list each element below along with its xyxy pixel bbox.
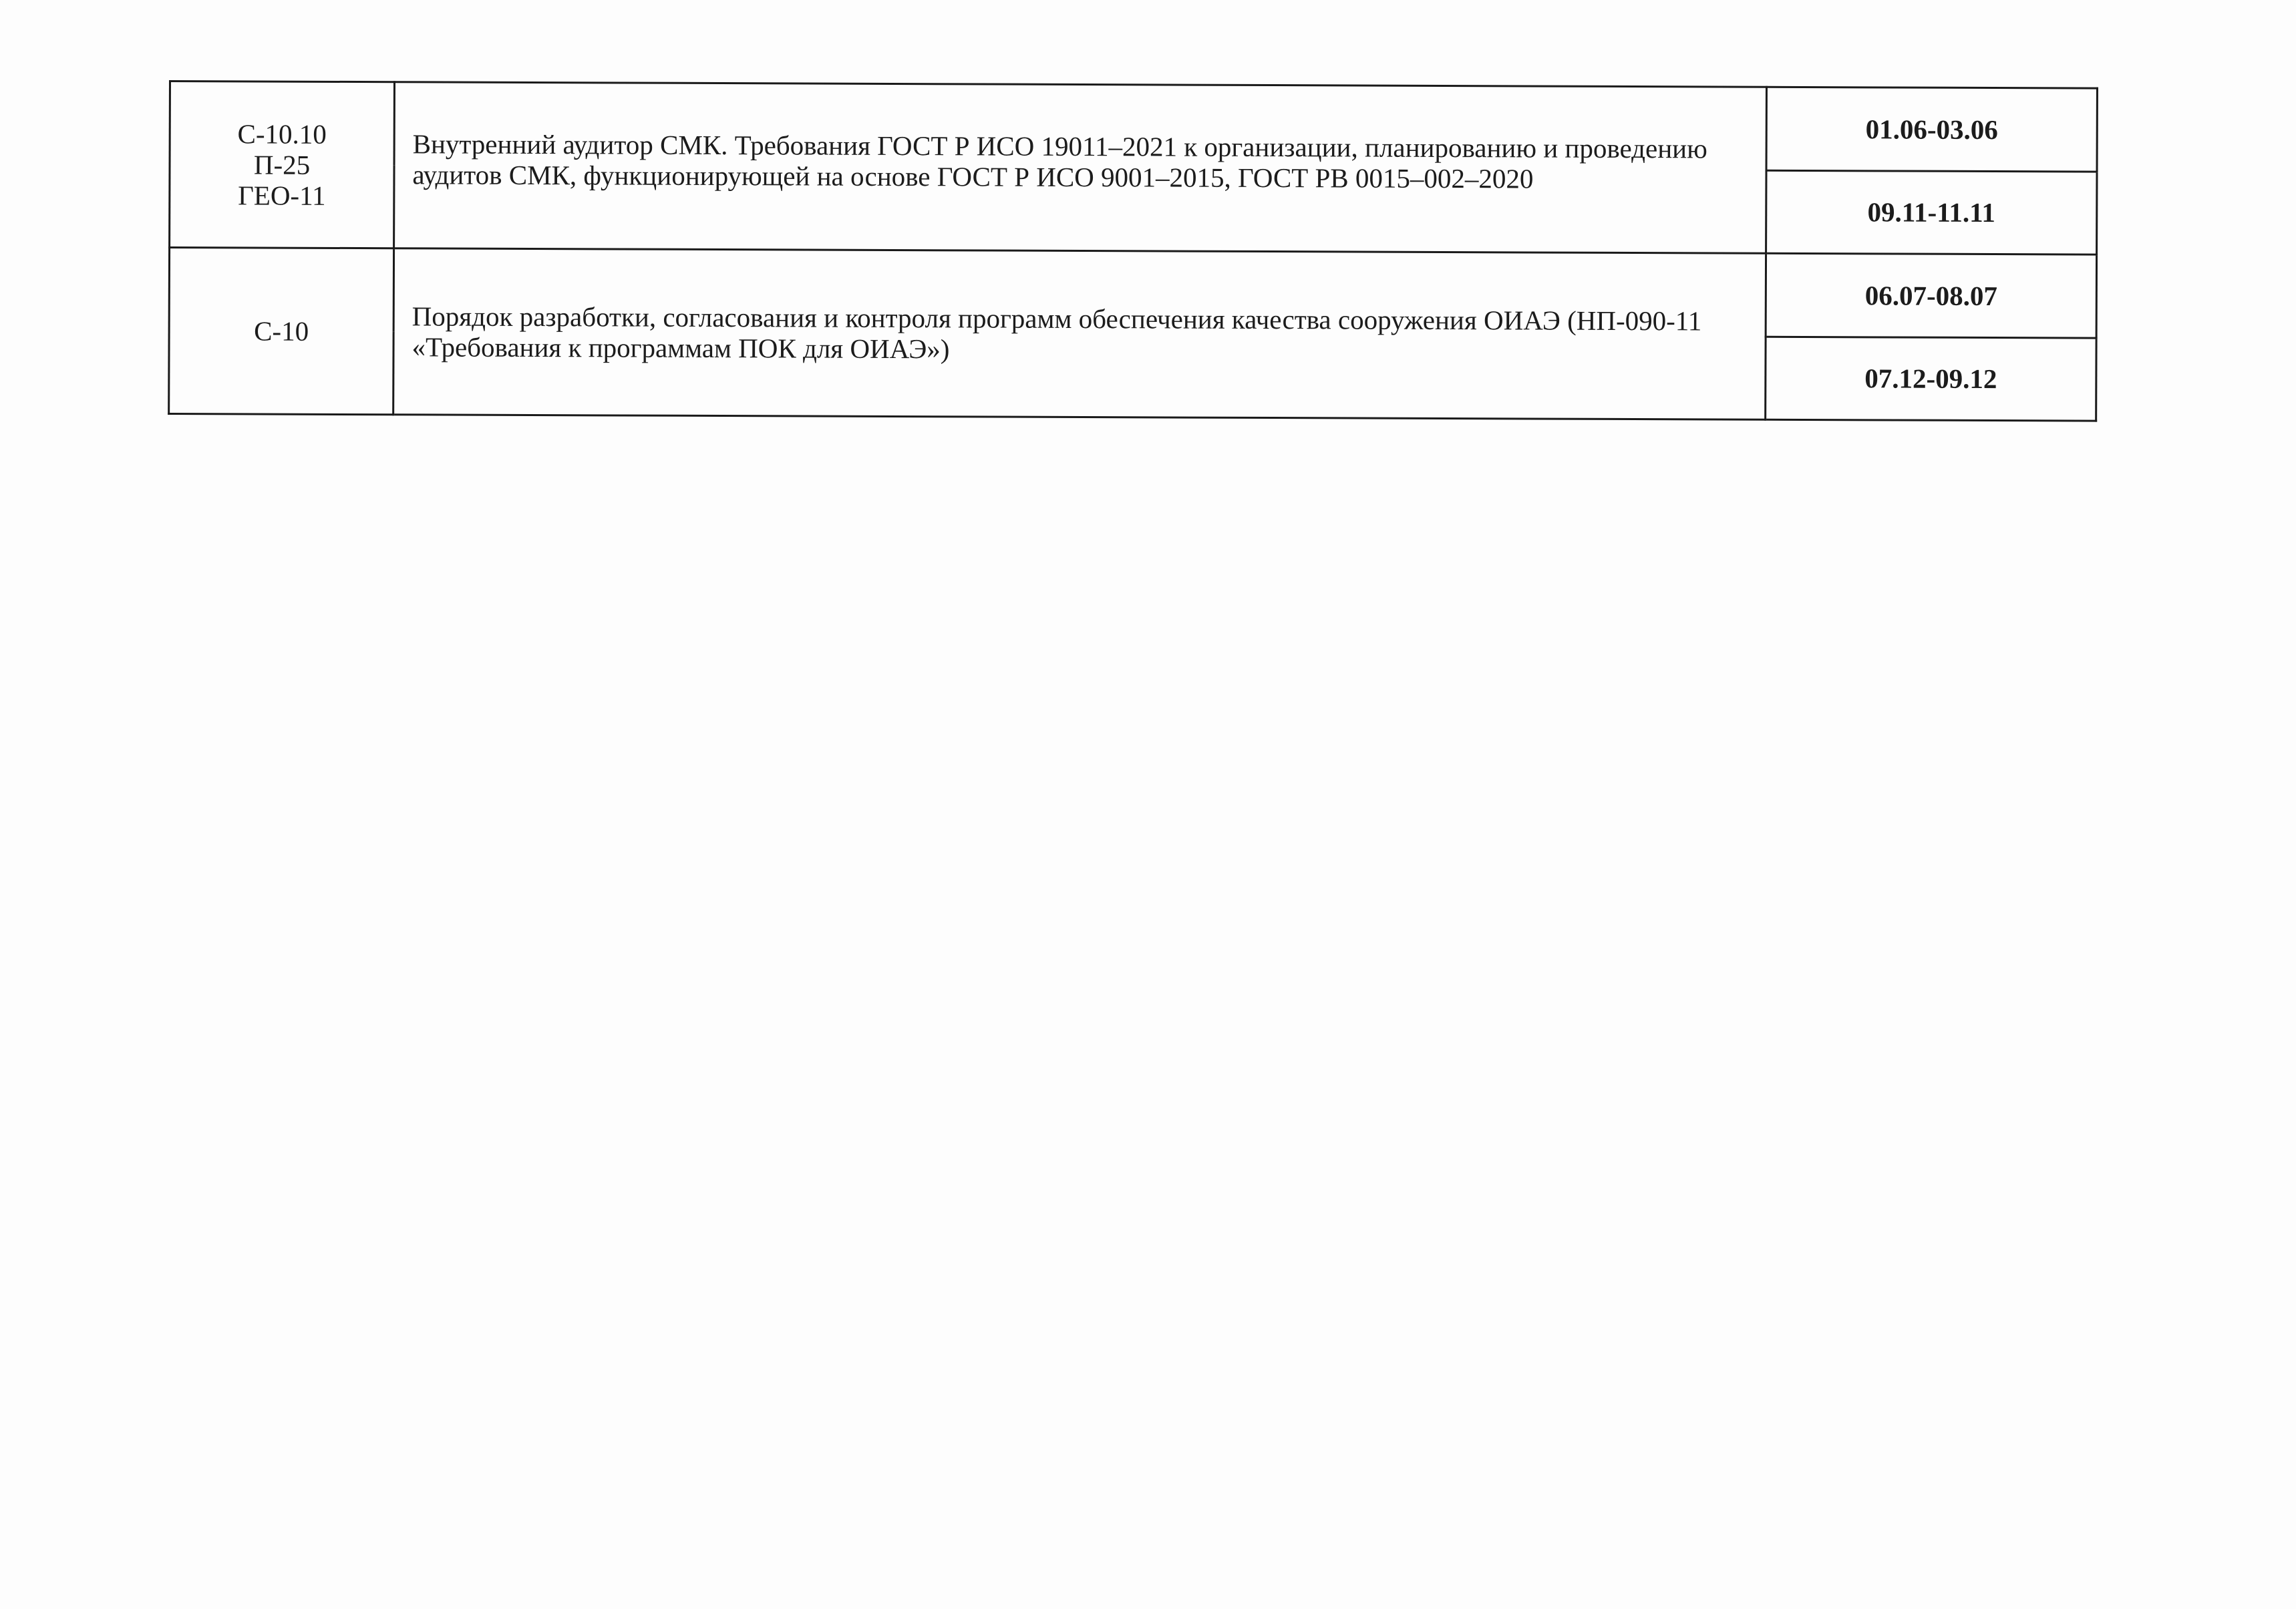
course-title: Порядок разработки, согласования и контроля программ обеспечения качества сооружения ОИАЭ (НП-090-11 «Требования к программам ПОК для ОИАЭ») [412, 301, 1702, 365]
course-schedule-table [168, 80, 2098, 422]
course-date-cell [1766, 87, 2097, 171]
course-code-cell [169, 248, 394, 415]
course-code: С-10.10 [237, 118, 327, 150]
course-date: 07.12-09.12 [1864, 363, 1997, 395]
course-date: 01.06-03.06 [1865, 114, 1998, 145]
course-title: Внутренний аудитор СМК. Требования ГОСТ Р ИСО 19011–2021 к организации, планированию и проведению аудитов СМК, функционирующей на основе ГОСТ Р ИСО 9001–2015, ГОСТ РВ 0015–002–2020 [412, 128, 1707, 194]
course-date: 09.11-11.11 [1867, 196, 1996, 228]
course-date-cell [1766, 170, 2097, 254]
course-code: ГЕО-11 [238, 180, 326, 211]
course-date: 06.07-08.07 [1864, 280, 1997, 311]
course-date-cell [1766, 253, 2096, 337]
course-date-cell [1766, 337, 2096, 421]
course-code-cell [170, 81, 395, 248]
table-row [170, 81, 2097, 172]
course-code: С-10 [254, 315, 309, 347]
course-code: П-25 [253, 149, 311, 180]
table-row [169, 248, 2096, 338]
course-title-cell [394, 82, 1767, 254]
course-title-cell [393, 248, 1766, 420]
